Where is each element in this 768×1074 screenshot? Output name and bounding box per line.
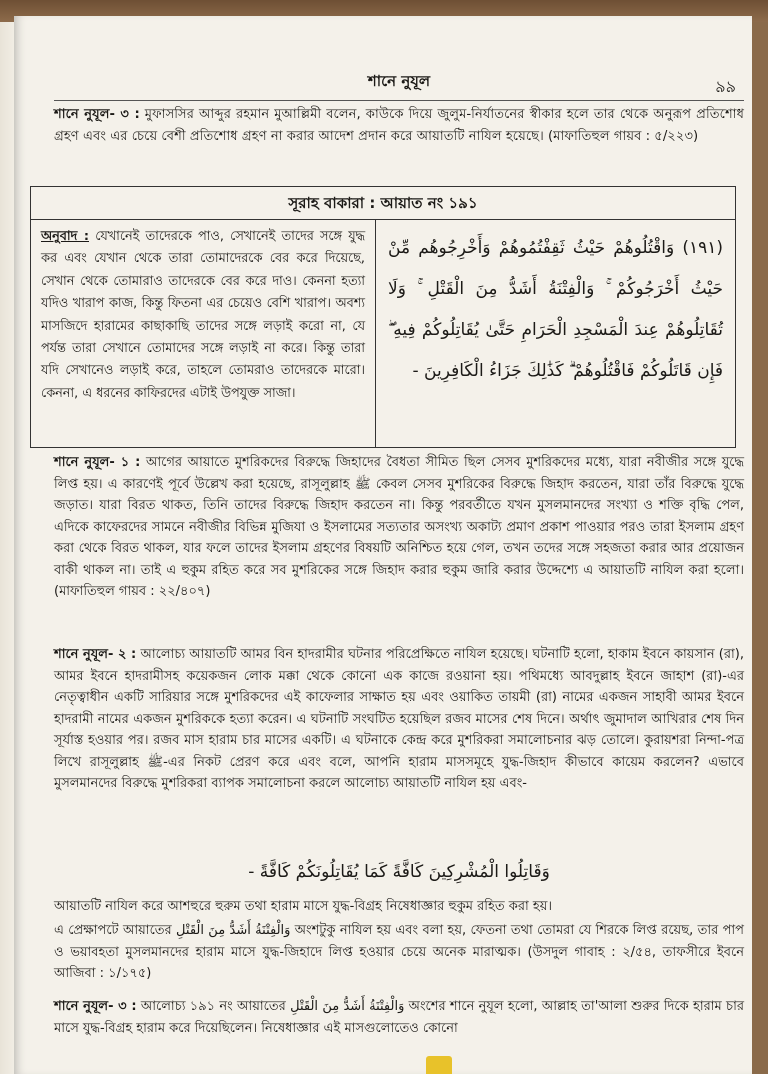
paragraph-shan-e-nuzul-3 bbox=[54, 996, 744, 1039]
running-head: শানে নুযূল bbox=[367, 72, 431, 90]
translation-label: অনুবাদ : bbox=[41, 229, 89, 244]
paragraph-text: আলোচ্য আয়াতটি আমর বিন হাদরামীর ঘটনার পরিপ্রেক্ষিতে নাযিল হয়েছে। ঘটনাটি হলো, হাকাম ইবনে কায়সান (রা), আমর ইবনে হাদরামীসহ কয়েকজন লোক মক্কা থেকে কোনো এক কাজে রওয়ানা হয়। পথিমধ্যে আবদুল্লাহ ইবনে জাহাশ (রা)-এর নেতৃত্বাধীন একটি সারিয়ার সঙ্গে মুশরিকদের এই কাফেলার সাক্ষাত হয় এবং ওয়াকিত তায়মী (রা) নামের একজন সাহাবী আমর ইবনে হাদরামী নামের একজন মুশরিককে হত্যা করেন। এ ঘটনাটি সংঘটিত হয়েছিল রজব মাসের শেষ দিনে। অর্থাৎ জুমাদাল আখিরার শেষ দিন সূর্যাস্ত হওয়ার পর। রজব মাস হারাম চার মাসের একটি। এ ঘটনাকে কেন্দ্র করে মুশরিকরা সমালোচনার ঝড় তোলে। কুরায়শরা নিন্দা-পত্র লিখে রাসূলুল্লাহ ﷺ-এর নিকট প্রেরণ করে এবং বলে, আপনি হারাম মাসসমূহে যুদ্ধ-জিহাদ কীভাবে কায়েম করলেন? এভাবে মুসলমানদের বিরুদ্ধে মুশরিকরা ব্যাপক সমালোচনা করলে আলোচ্য আয়াতটি নাযিল হয় এবং- bbox=[54, 647, 745, 791]
paragraph-shan-e-nuzul-3-intro bbox=[54, 104, 744, 148]
paragraph-shan-e-nuzul-1 bbox=[54, 452, 744, 603]
paragraph-text: এ প্রেক্ষাপটে আয়াতের وَالْفِتْنَةُ أَشَدُّ مِنَ الْقَتْلِ অংশটুকু নাযিল হয় এবং বলা হয়, ফেতনা তথা তোমরা যে শিরকে লিপ্ত রয়েছ, তার পাপ ও ভয়াবহতা মুসলমানদের হারাম মাসে যুদ্ধ-জিহাদে লিপ্ত হওয়ার চেয়ে অনেক মারাত্মক। (উসদুল গাবাহ : ২/৫৪, তাফসীরে ইবনে আজিবা : ১/১৭৫) bbox=[54, 923, 744, 981]
verse-columns bbox=[31, 220, 735, 447]
ribbon-bookmark bbox=[426, 1056, 452, 1074]
arabic-quote: وَقَاتِلُوا الْمُشْرِكِينَ كَافَّةً كَمَا يُقَاتِلُونَكُمْ كَافَّةً - bbox=[248, 862, 550, 882]
paragraph-text: মুফাসসির আব্দুর রহমান মুআল্লিমী বলেন, কাউকে দিয়ে জুলুম-নির্যাতনের স্বীকার হলে তার থেকে অনুরূপ প্রতিশোধ গ্রহণ এবং এর চেয়ে বেশী প্রতিশোধ গ্রহণ না করার আদেশ প্রদান করে আয়াতটি নাযিল হয়েছে। (মাফাতিহুল গায়ব : ৫/২২৩) bbox=[54, 107, 745, 144]
page-number: ৯৯ bbox=[715, 77, 736, 96]
paragraph-text: আয়াতটি নাযিল করে আশহুরে হুরুম তথা হারাম মাসে যুদ্ধ-বিগ্রহ নিষেধাজ্ঞার হুকুম রহিত করা হয়। bbox=[54, 899, 553, 914]
adjacent-page-edge bbox=[0, 22, 14, 1074]
paragraph-label: শানে নুযূল- ৩ : bbox=[54, 999, 137, 1014]
paragraph-shan-e-nuzul-2 bbox=[54, 644, 744, 795]
translation-column bbox=[31, 220, 376, 447]
paragraph-label: শানে নুযূল- ৩ : bbox=[54, 107, 140, 122]
translation-text: যেখানেই তাদেরকে পাও, সেখানেই তাদের সঙ্গে যুদ্ধ কর এবং যেখান থেকে তারা তোমাদেরকে বের করে দিয়েছে, সেখান থেকে তোমারাও তাদেরকে বের করে দাও। কেননা হত্যা যদিও খারাপ কাজ, কিন্তু ফিতনা এর চেয়েও বেশি খারাপ। অবশ্য মাসজিদে হারামের কাছাকাছি তাদের সঙ্গে লড়াই করো না, যে পর্যন্ত তারা সেখানে তোমাদের সঙ্গে লড়াই না করে। কিন্তু তারা যদি সেখানেও লড়াই করে, তাহলে তোমরাও তাদেরকে মারো। কেননা, এ ধরনের কাফিরদের এটাই উপযুক্ত সাজা। bbox=[41, 229, 365, 401]
verse-title: সূরাহ বাকারা : আয়াত নং ১৯১ bbox=[31, 187, 735, 220]
paragraph-text: আগের আয়াতে মুশরিকদের বিরুদ্ধে জিহাদের বৈধতা সীমিত ছিল সেসব মুশরিকদের মধ্যে, যারা নবীজীর সঙ্গে যুদ্ধে লিপ্ত হয়। এ কারণেই পূর্বে উল্লেখ করা হয়েছে, রাসূলুল্লাহ ﷺ কেবল সেসব মুশরিকের বিরুদ্ধে জিহাদ করতেন, যারা তাঁর বিরুদ্ধে যুদ্ধে জড়াত। যারা বিরত থাকত, তিনি তাদের বিরুদ্ধে জিহাদ করতেন না। কিন্তু পরবর্তীতে যখন মুসলমানদের সংখ্যা ও শক্তি বৃদ্ধি পেল, এদিকে কাফেরদের সামনে নবীজীর বিভিন্ন মুজিযা ও ইসলামের সত্যতার অসংখ্য অকাট্য প্রমাণ প্রকাশ পাওয়ার পরও তারা ইসলাম গ্রহণ করা থেকে বিরত থাকল, যার ফলে তাদের ইসলাম গ্রহণের বিষয়টি অনিশ্চিত হয়ে গেল, তখন তদের সঙ্গে সহজতা করার আর প্রয়োজন বাকী থাকল না। তাই এ হুকুম রহিত করে সব মুশরিকের সঙ্গে জিহাদ করার হুকুম জারি করার উদ্দেশ্যে এ আয়াতটি নাযিল করা হলো। (মাফাতিহুল গায়ব : ২২/৪০৭) bbox=[54, 455, 744, 599]
page-header bbox=[54, 64, 744, 101]
paragraph-context bbox=[54, 920, 744, 985]
paragraph-text: আলোচ্য ১৯১ নং আয়াতের وَالْفِتْنَةُ أَشَدُّ مِنَ الْقَتْلِ অংশের শানে নুযূল হলো, আল্লাহ তা'আলা শুরুর দিকে হারাম চার মাসে যুদ্ধ-বিগ্রহ হারাম করে দিয়েছিলেন। নিষেধাজ্ঞার এই মাসগুলোতেও কোনো bbox=[54, 999, 744, 1036]
verse-box bbox=[30, 186, 736, 448]
arabic-verse-column: (١٩١) وَاقْتُلُوهُمْ حَيْثُ ثَقِفْتُمُوهُمْ وَأَخْرِجُوهُم مِّنْ حَيْثُ أَخْرَجُوكُمْ ۚ وَالْفِتْنَةُ أَشَدُّ مِنَ الْقَتْلِ ۚ وَلَا تُقَاتِلُوهُمْ عِندَ الْمَسْجِدِ الْحَرَامِ حَتَّىٰ يُقَاتِلُوكُمْ فِيهِ ۖ فَإِن قَاتَلُوكُمْ فَاقْتُلُوهُمْ ۗ كَذَٰلِكَ جَزَاءُ الْكَافِرِينَ - bbox=[388, 238, 723, 381]
paragraph-abrogation bbox=[54, 896, 744, 918]
paragraph-label: শানে নুযূল- ১ : bbox=[54, 455, 141, 470]
book-page bbox=[14, 16, 752, 1074]
paragraph-label: শানে নুযূল- ২ : bbox=[54, 647, 137, 662]
